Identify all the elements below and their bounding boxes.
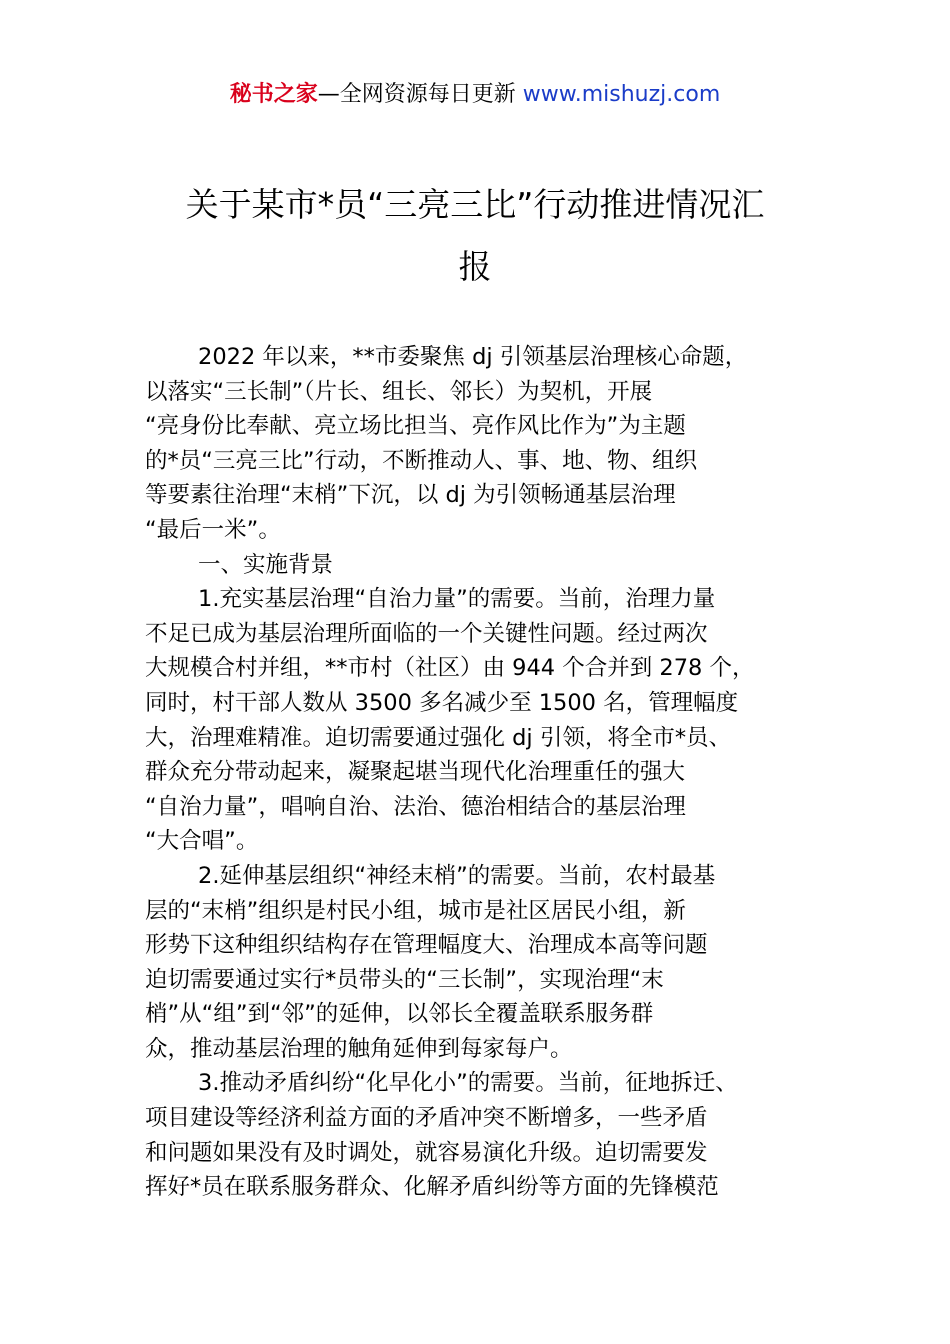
paragraph-line: 梢”从“组”到“邻”的延伸，以邻长全覆盖联系服务群 [145,1001,654,1028]
paragraph-line: 1.充实基层治理“自治力量”的需要。当前，治理力量 [198,586,716,613]
header-tagline: —全网资源每日更新 [317,82,523,107]
paragraph-line: 大，治理难精准。迫切需要通过强化 dj 引领，将全市*员、 [145,724,732,751]
document-body [145,340,845,1205]
paragraph-line: 和问题如果没有及时调处，就容易演化升级。迫切需要发 [145,1139,708,1166]
title-line: 关于某市*员“三亮三比”行动推进情况汇 [185,185,765,224]
paragraph-line: 迫切需要通过实行*员带头的“三长制”，实现治理“末 [145,966,664,993]
paragraph-line: “亮身份比奉献、亮立场比担当、亮作风比作为”为主题 [145,413,686,440]
site-url-link[interactable]: www.mishuzj.com [522,82,721,107]
document-title [120,174,830,298]
paragraph-line: 大规模合村并组，**市村（社区）由 944 个合并到 278 个， [145,655,755,682]
paragraph-line: 形势下这种组织结构存在管理幅度大、治理成本高等问题 [145,932,708,959]
paragraph-line: “最后一米”。 [145,516,281,543]
paragraph-line: 层的“末梢”组织是村民小组，城市是社区居民小组，新 [145,897,686,924]
paragraph-line: 以落实“三长制”（片长、组长、邻长）为契机，开展 [145,378,653,405]
paragraph-line: 2022 年以来，**市委聚焦 dj 引领基层治理核心命题， [198,344,748,370]
brand-name: 秘书之家 [229,82,318,107]
paragraph-line: 3.推动矛盾纠纷“化早化小”的需要。当前，征地拆迁、 [198,1070,738,1097]
title-line: 报 [458,247,492,286]
paragraph-line: 群众充分带动起来，凝聚起堪当现代化治理重任的强大 [145,759,686,786]
paragraph-line: “自治力量”，唱响自治、法治、德治相结合的基层治理 [145,793,686,820]
paragraph-line: 众，推动基层治理的触角延伸到每家每户。 [145,1035,573,1062]
paragraph-line: 挥好*员在联系服务群众、化解矛盾纠纷等方面的先锋模范 [145,1174,719,1201]
paragraph-line: 不足已成为基层治理所面临的一个关键性问题。经过两次 [145,620,708,647]
paragraph-line: “大合唱”。 [145,828,259,855]
section-heading: 一、实施背景 [198,551,334,578]
paragraph-line: 项目建设等经济利益方面的矛盾冲突不断增多，一些矛盾 [145,1105,708,1132]
paragraph-line: 的*员“三亮三比”行动，不断推动人、事、地、物、组织 [145,447,698,474]
paragraph-line: 2.延伸基层组织“神经末梢”的需要。当前，农村最基 [198,862,716,889]
paragraph-line: 同时，村干部人数从 3500 多名减少至 1500 名，管理幅度 [145,689,739,716]
paragraph-line: 等要素往治理“末梢”下沉，以 dj 为引领畅通基层治理 [145,482,676,509]
site-header [0,78,950,112]
